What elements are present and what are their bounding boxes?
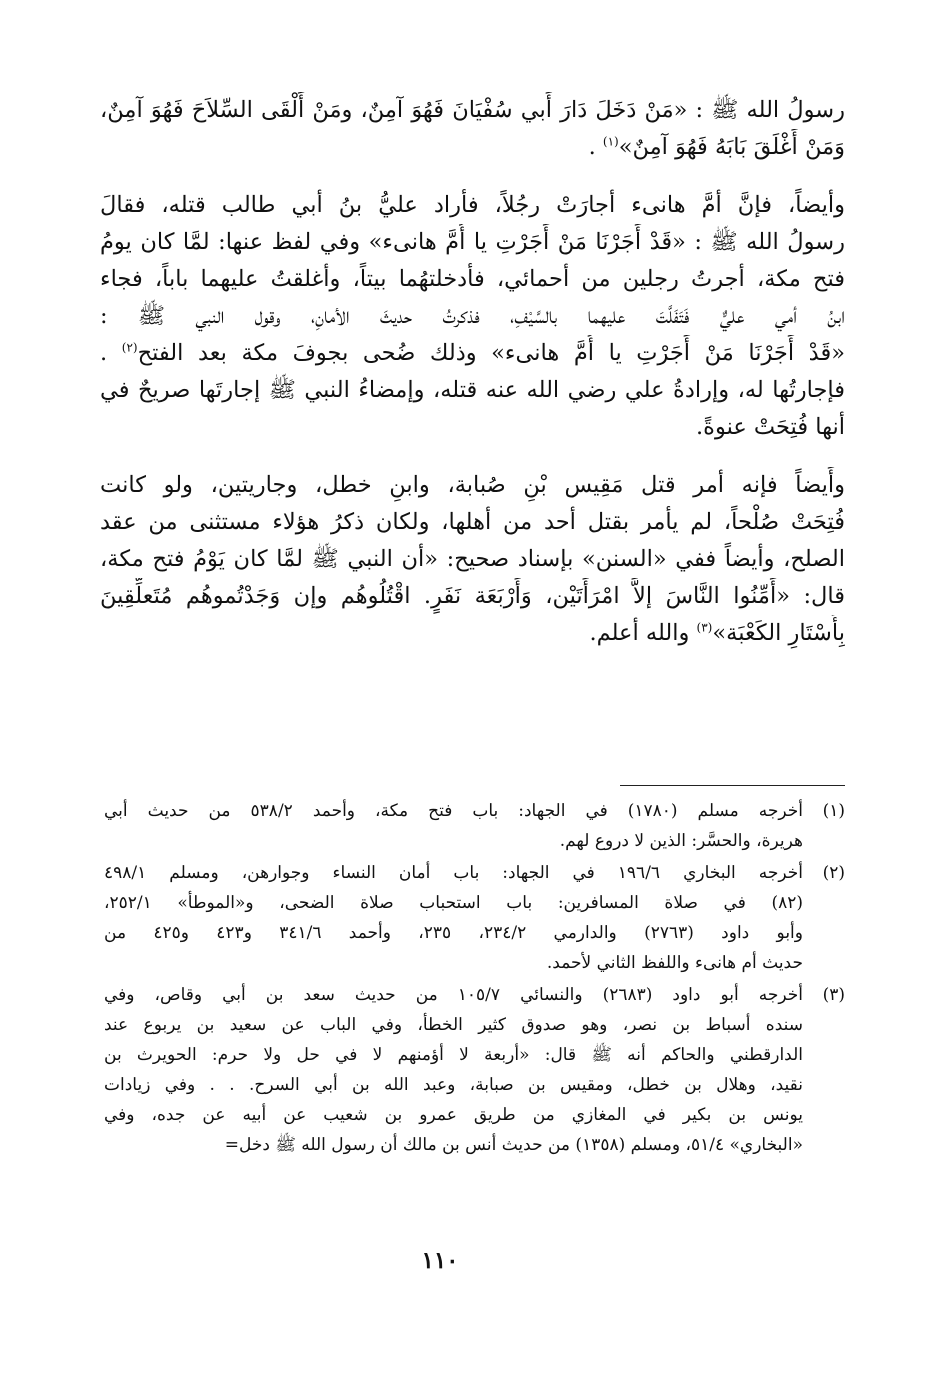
footnote-body xyxy=(104,796,803,856)
text-line-content: وأَيضاً فإنه أمر قتل مَقِيس بْنِ صُبابة، وابنِ خطل، وجاريتين، ولو كانت xyxy=(100,472,845,498)
text-line-content: رسولُ الله ﷺ : «قَدْ أَجَرْنَا مَنْ أَجَرْتِ يا أُمَّ هانىء» وفي لفظ عنها: لمَّا كان يومُ xyxy=(100,229,845,255)
footnote-number: (٢) xyxy=(822,863,845,883)
footnote xyxy=(104,858,845,978)
footnote-mark: (٣) xyxy=(696,620,713,635)
footnote-line: هريرة، والحسَّر: الذين لا دروع لهم. xyxy=(559,831,803,851)
footnote-body xyxy=(104,858,803,978)
text-line xyxy=(100,129,845,166)
text-line xyxy=(100,541,845,578)
text-line-content: وَمَنْ أَغْلَقَ بَابَهُ فَهُوَ آمِنٌ» xyxy=(618,134,845,160)
footnotes xyxy=(104,796,845,1162)
footnote-line: حديث أم هانىء واللفظ الثاني لأحمد. xyxy=(546,953,803,973)
footnote-line: أخرجه أبو داود (٢٦٨٣) والنسائي ١٠٥/٧ من حديث سعد بن أبي وقاص، وفي xyxy=(104,985,803,1005)
text-line-content: «قَدْ أَجَرْنَا مَنْ أَجَرْتِ يا أُمَّ هانىء» وذلك ضُحى بجوفَ مكة بعد الفتح xyxy=(137,340,845,366)
text-line xyxy=(100,615,845,652)
footnote-number: (٣) xyxy=(822,985,845,1005)
page-number: ١١٠ xyxy=(421,1247,459,1274)
text-line xyxy=(100,372,845,409)
footnote-line: «البخاري» ٥١/٤، ومسلم (١٣٥٨) من حديث أنس بن مالك أن رسول الله ﷺ دخل= xyxy=(224,1135,803,1155)
text-line xyxy=(100,187,845,224)
text-line-suffix: . xyxy=(588,134,603,160)
text-line xyxy=(100,224,845,261)
footnote-line: الدارقطني والحاكم أنه ﷺ قال: «أربعة لا أؤمنهم لا في حل ولا حرم: الحويرث بن xyxy=(104,1045,803,1065)
footnote-line: وأبو داود (٢٧٦٣) والدارمي ٢٣٤/٢، ٢٣٥، وأحمد ٣٤١/٦ و٤٢٣ و٤٢٥ من xyxy=(104,923,803,943)
footnote-line: نقيد، وهلال بن خطل، ومقيس بن صبابة، وعبد الله بن أبي السرح. . . وفي زيادات xyxy=(104,1075,803,1095)
footnote-line: (٨٢) في صلاة المسافرين: باب استحباب صلاة الضحى، و«الموطأ» ٢٥٢/١، xyxy=(104,893,803,913)
paragraph xyxy=(100,92,845,166)
footnote-line: أخرجه البخاري ١٩٦/٦ في الجهاد: باب أمان النساء وجوارهن، ومسلم ٤٩٨/١ xyxy=(104,863,803,883)
text-line-content: بِأَسْتَارِ الكَعْبَة» xyxy=(712,620,845,646)
text-line-content: فإجارتُها له، وإرادةُ علي رضي الله عنه قتله، وإمضاءُ النبي ﷺ إجارتَها صريحٌ في xyxy=(100,377,845,403)
text-line-content: قال: «أَمِّنُوا النَّاسَ إلاَّ امْرَأَتَيْن، وَأَرْبَعَة نَفَرٍ. اقْتُلُوهُم وإن وَجَدْتُموهُم مُتَعلِّقِينَ xyxy=(100,583,845,609)
main-text xyxy=(100,92,845,673)
text-line-content: رسولُ الله ﷺ : «مَنْ دَخَلَ دَارَ أَبي سُفْيَانَ فَهُوَ آمِنٌ، ومَنْ أَلْقَى السِّلاَحَ فَهُوَ آمِنٌ، xyxy=(100,97,845,123)
footnote xyxy=(104,980,845,1160)
text-line xyxy=(100,335,845,372)
text-line-content: فُتِحَتْ صُلْحاً، لم يأمر بقتل أحد من أهلها، ولكان ذكرُ هؤلاء مستثنى من عقد xyxy=(100,509,845,535)
footnote xyxy=(104,796,845,856)
footnote-separator xyxy=(620,785,845,786)
text-line xyxy=(100,261,845,298)
footnote-number: (١) xyxy=(822,801,845,821)
text-line-suffix: . xyxy=(100,340,122,366)
footnote-line: سنده أسباط بن نصر، وهو صدوق كثير الخطأ، وفي الباب عن سعيد بن يربوع عند xyxy=(104,1015,803,1035)
text-line xyxy=(100,409,845,446)
text-line xyxy=(100,467,845,504)
text-line xyxy=(100,92,845,129)
text-line xyxy=(100,504,845,541)
paragraph xyxy=(100,467,845,652)
text-line-content: الصلح، وأيضاً ففي «السنن» بإسناد صحيح: «أن النبي ﷺ لمَّا كان يَوْمُ فتح مكة، xyxy=(100,546,845,572)
footnote-mark: (٢) xyxy=(121,340,138,355)
footnote-line: أخرجه مسلم (١٧٨٠) في الجهاد: باب فتح مكة، وأحمد ٥٣٨/٢ من حديث أبي xyxy=(104,801,803,821)
text-line-suffix: والله أعلم. xyxy=(589,620,697,646)
text-line-content: فتح مكة، أجرتُ رجلين من أحمائي، فأدخلتهُما بيتاً، وأغلقتُ عليهما باباً، فجاء xyxy=(100,266,845,292)
text-line-content: أنها فُتِحَتْ عنوةً. xyxy=(696,414,845,440)
text-line xyxy=(100,578,845,615)
text-line xyxy=(100,298,845,335)
text-line-content: ابنُ أمي عليٌّ فَتَفَلَّتَ عليهما بالسَّيْفِ، فذكرتُ حديثَ الأمانِ، وقول النبي ﷺ : xyxy=(100,303,845,329)
text-line-content: وأيضاً، فإنَّ أمَّ هانىء أجارَتْ رجُلاً، فأراد عليُّ بنُ أبي طالب قتله، فقالَ xyxy=(100,192,845,218)
footnote-line: يونس بن بكير في المغازي من طريق عمرو بن شعيب عن أبيه عن جده، وفي xyxy=(104,1105,803,1125)
paragraph xyxy=(100,187,845,446)
footnote-body xyxy=(104,980,803,1160)
footnote-mark: (١) xyxy=(602,134,619,149)
